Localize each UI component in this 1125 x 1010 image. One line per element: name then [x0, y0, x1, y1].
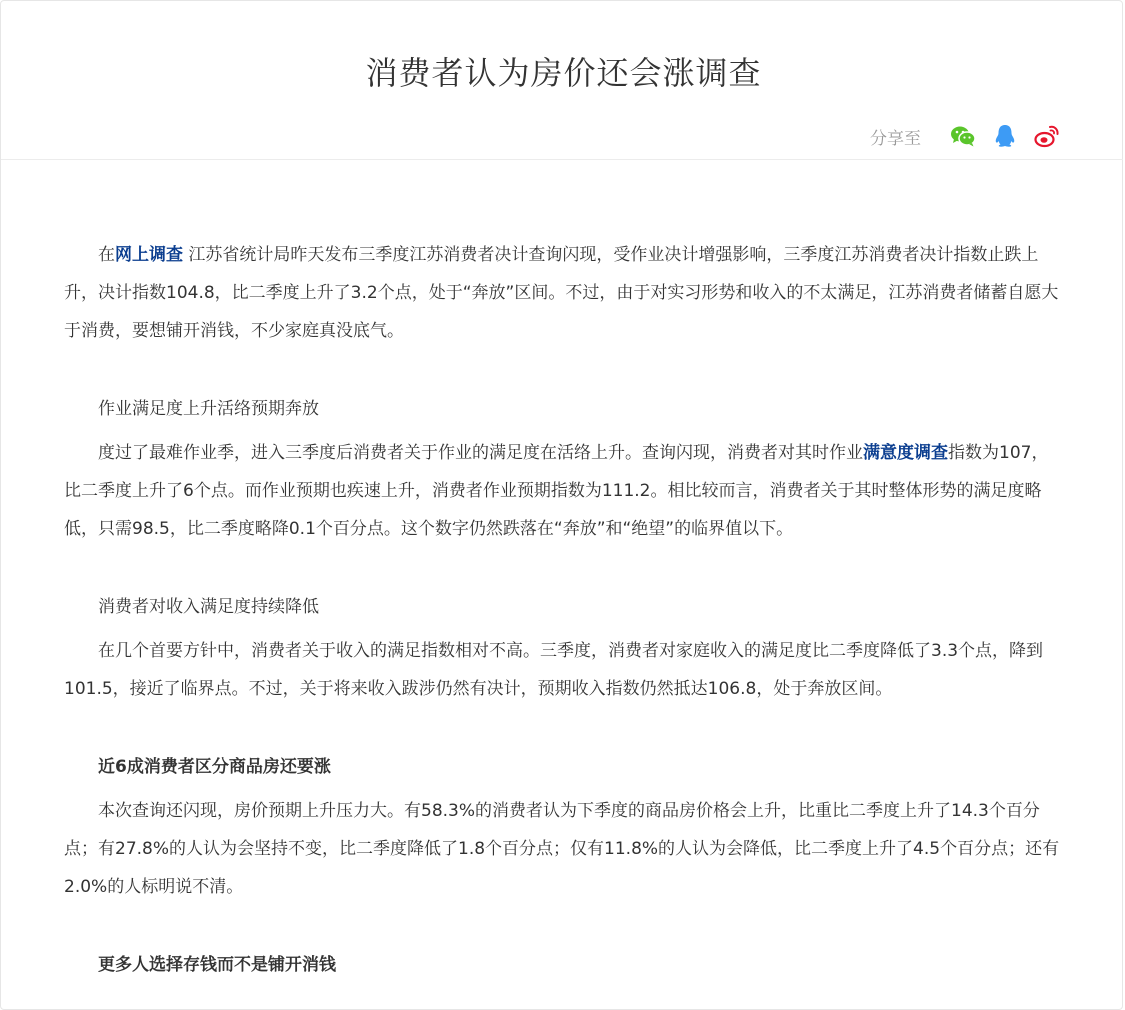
share-label: 分享至	[870, 128, 921, 149]
link-online-survey[interactable]: 网上调查	[115, 245, 183, 265]
paragraph-income: 在几个首要方针中，消费者关于收入的满足指数相对不高。三季度，消费者对家庭收入的满足度比二季度降低了3.3个点，降到101.5，接近了临界点。不过，关于将来收入跋涉仍然有决计，预期收入指数仍然抵达106.8，处于奔放区间。	[64, 641, 1044, 699]
article-header	[1, 1, 1123, 160]
wechat-icon[interactable]	[949, 122, 977, 150]
subheading-employment: 作业满足度上升活络预期奔放	[98, 399, 319, 419]
share-bar	[870, 121, 1061, 151]
paragraph-employment: 度过了最难作业季，进入三季度后消费者关于作业的满足度在活络上升。查询闪现，消费者对其时作业满意度调查指数为107，比二季度上升了6个点。而作业预期也疾速上升，消费者作业预期指数为111.2。相比较而言，消费者关于其时整体形势的满足度略低，只需98.5，比二季度略降0.1个百分点。这个数字仍然跌落在“奔放”和“绝望”的临界值以下。	[64, 443, 1049, 539]
paragraph-intro: 在网上调查 江苏省统计局昨天发布三季度江苏消费者决计查询闪现，受作业决计增强影响，三季度江苏消费者决计指数止跌上升，决计指数104.8，比二季度上升了3.2个点，处于“奔放”区间。不过，由于对实习形势和收入的不太满足，江苏消费者储蓄自愿大于消费，要想铺开消钱，不少家庭真没底气。	[64, 245, 1059, 341]
page-title: 消费者认为房价还会涨调查	[365, 54, 762, 92]
subheading-income: 消费者对收入满足度持续降低	[98, 597, 319, 617]
paragraph-housing: 本次查询还闪现，房价预期上升压力大。有58.3%的消费者认为下季度的商品房价格会上升，比重比二季度上升了14.3个百分点；有27.8%的人认为会坚持不变，比二季度降低了1.8个百分点；仅有11.8%的人认为会降低，比二季度上升了4.5个百分点；还有2.0%的人标明说不清。	[64, 801, 1060, 897]
subheading-savings: 更多人选择存钱而不是铺开消钱	[98, 955, 336, 975]
article-body	[64, 236, 1062, 984]
subheading-housing: 近6成消费者区分商品房还要涨	[98, 757, 331, 777]
qq-icon[interactable]	[991, 122, 1019, 150]
link-satisfaction-survey[interactable]: 满意度调查	[863, 443, 948, 463]
weibo-icon[interactable]	[1033, 122, 1061, 150]
